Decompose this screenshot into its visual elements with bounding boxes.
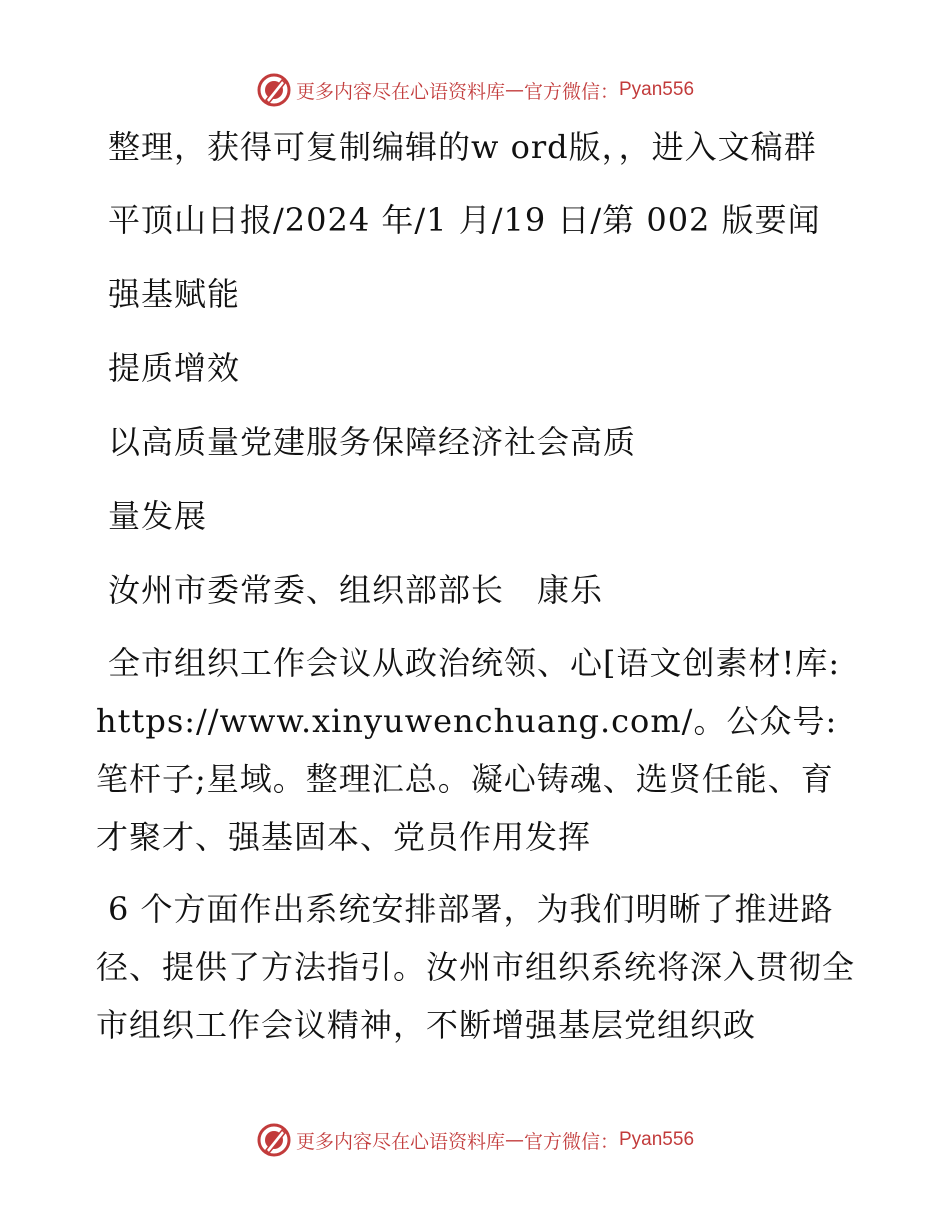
headline-line-4: 量发展 xyxy=(108,497,208,535)
headline-line-1: 强基赋能 xyxy=(108,275,241,313)
author-byline: 汝州市委常委、组织部部长 康乐 xyxy=(108,571,604,609)
paragraph-source-line: 平顶山日报/2024 年/1 月/19 日/第 002 版要闻 xyxy=(108,201,821,239)
watermark-text: 更多内容尽在心语资料库 xyxy=(295,1130,505,1153)
body-paragraph-1: 全市组织工作会议从政治统领、心[语文创素材!库: https://www.xinyuwenchuang.com/。公众号: 笔杆子;星域。整理汇总。凝心铸魂、选贤任能、育才聚才、强基固本、党员作用发挥 xyxy=(96,644,841,856)
pen-circle-logo-icon xyxy=(256,1122,292,1158)
body-paragraph-2: 6 个方面作出系统安排部署，为我们明晰了推进路径、提供了方法指引。汝州市组织系统将深入贯彻全市组织工作会议精神，不断增强基层党组织政 xyxy=(96,890,856,1044)
document-body xyxy=(96,118,856,1054)
watermark-wechat-label: 官方微信： xyxy=(523,1130,619,1153)
paragraph-intro-note: 整理，获得可复制编辑的w ord版，，进入文稿群 xyxy=(108,128,817,166)
watermark-wechat-handle: Pyan556 xyxy=(619,1129,695,1150)
watermark-text: 更多内容尽在心语资料库 xyxy=(295,80,505,103)
watermark-header xyxy=(0,72,950,108)
pen-circle-logo-icon xyxy=(256,72,292,108)
watermark-separator: — xyxy=(504,79,524,101)
headline-line-3: 以高质量党建服务保障经济社会高质 xyxy=(108,423,637,461)
watermark-wechat-label: 官方微信： xyxy=(523,80,619,103)
watermark-separator: — xyxy=(504,1129,524,1151)
headline-line-2: 提质增效 xyxy=(108,349,241,387)
watermark-footer xyxy=(0,1122,950,1158)
watermark-wechat-handle: Pyan556 xyxy=(619,79,695,100)
